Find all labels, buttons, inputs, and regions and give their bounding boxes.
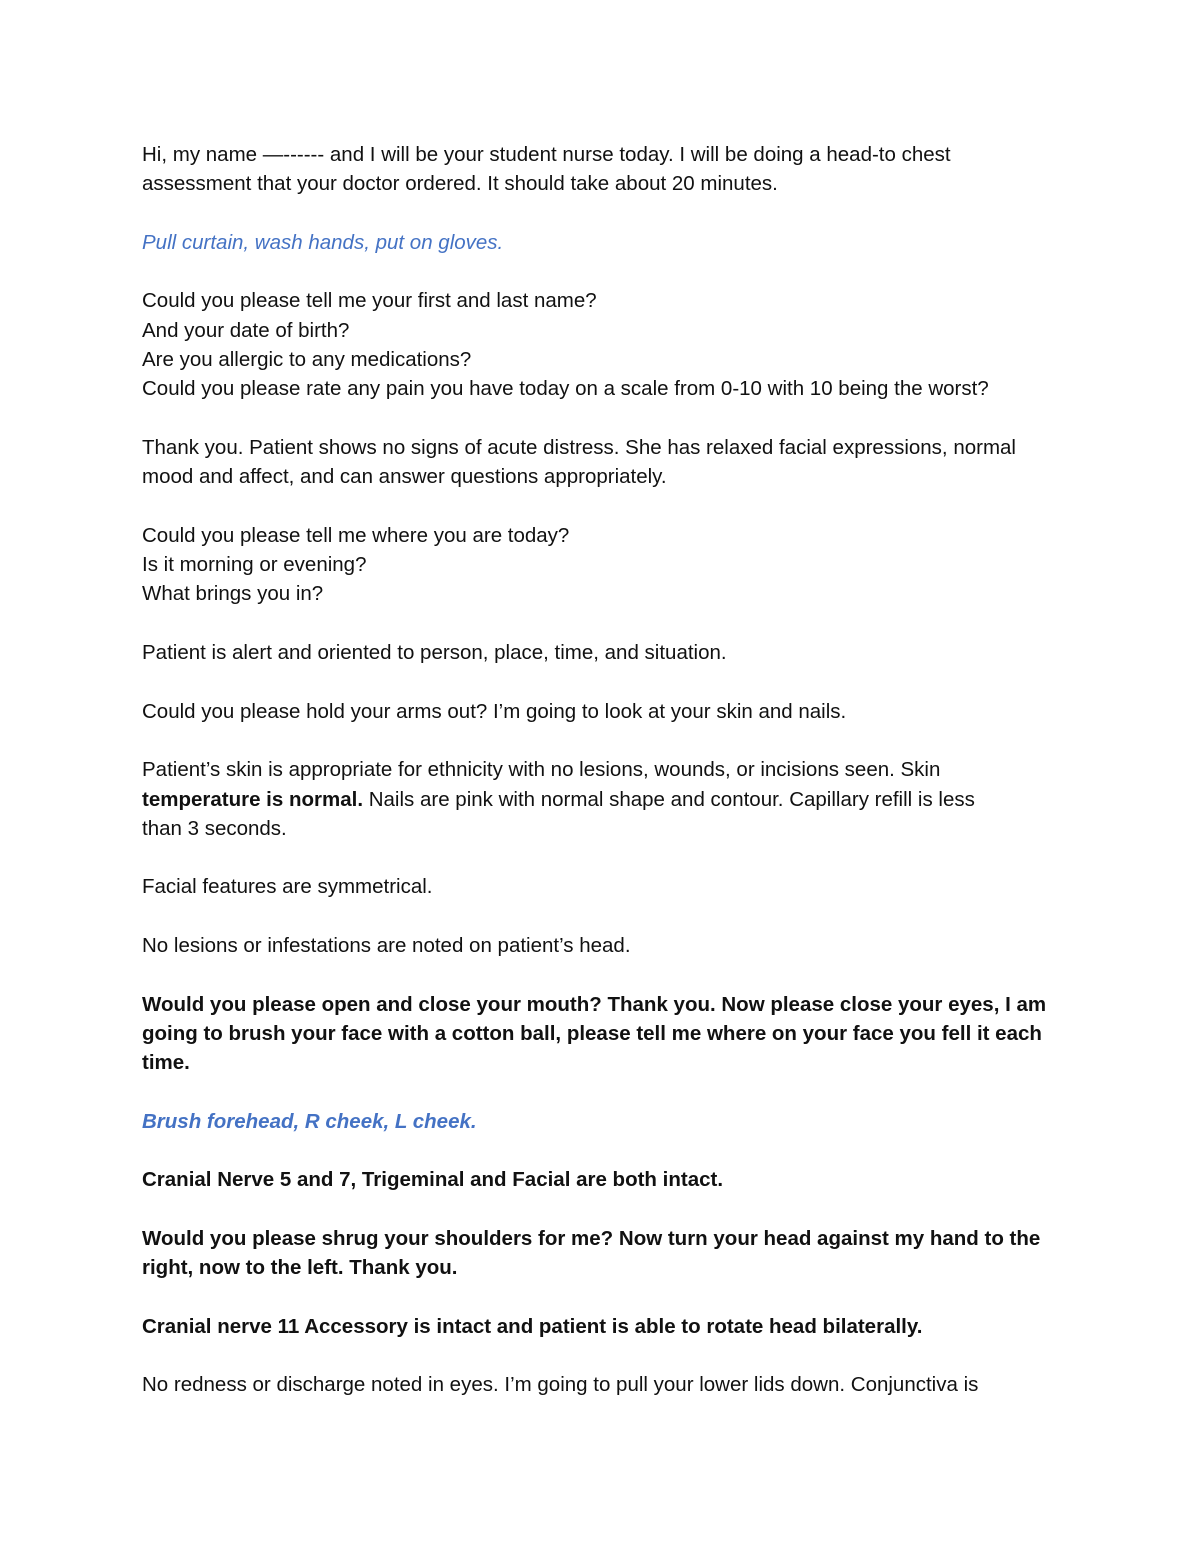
document-body bbox=[142, 140, 1057, 1429]
mouth-line-1: Would you please open and close your mouth? Thank you. Now please close your eyes, I am bbox=[142, 992, 1047, 1016]
mouth-line-3: time. bbox=[142, 1051, 190, 1075]
questions-block-2 bbox=[142, 521, 1057, 609]
mouth-request bbox=[142, 990, 1057, 1078]
questions-block-1 bbox=[142, 286, 1057, 403]
intro-line-1: Hi, my name —------ and I will be your student nurse today. I will be doing a head-to chest bbox=[142, 143, 951, 166]
arms-request: Could you please hold your arms out? I’m going to look at your skin and nails. bbox=[142, 699, 847, 723]
observation-line-1: Thank you. Patient shows no signs of acute distress. She has relaxed facial expressions, normal bbox=[142, 435, 1016, 459]
skin-temperature-bold: temperature is normal. bbox=[142, 787, 364, 811]
intro-paragraph bbox=[142, 140, 1057, 199]
shrug-line-1: Would you please shrug your shoulders for me? Now turn your head against my hand to the bbox=[142, 1226, 1041, 1250]
skin-line-2 bbox=[142, 785, 1057, 814]
observation-distress bbox=[142, 433, 1057, 492]
instruction-pull-curtain: Pull curtain, wash hands, put on gloves. bbox=[142, 230, 504, 254]
facial-features: Facial features are symmetrical. bbox=[142, 875, 433, 899]
head-assessment: No lesions or infestations are noted on patient’s head. bbox=[142, 934, 631, 958]
skin-line-3: than 3 seconds. bbox=[142, 816, 287, 840]
skin-line-1: Patient’s skin is appropriate for ethnicity with no lesions, wounds, or incisions seen. Skin bbox=[142, 758, 941, 782]
skin-assessment bbox=[142, 755, 1057, 843]
question-pain: Could you please rate any pain you have today on a scale from 0-10 with 10 being the worst? bbox=[142, 377, 989, 401]
observation-line-2: mood and affect, and can answer questions appropriately. bbox=[142, 465, 667, 489]
shrug-request bbox=[142, 1224, 1057, 1283]
question-location: Could you please tell me where you are today? bbox=[142, 523, 570, 547]
shrug-line-2: right, now to the left. Thank you. bbox=[142, 1256, 458, 1280]
cranial-nerve-11: Cranial nerve 11 Accessory is intact and patient is able to rotate head bilaterally. bbox=[142, 1314, 923, 1338]
question-allergies: Are you allergic to any medications? bbox=[142, 348, 472, 372]
mouth-line-2: going to brush your face with a cotton ball, please tell me where on your face you fell it each bbox=[142, 1021, 1042, 1045]
cranial-nerve-5-7: Cranial Nerve 5 and 7, Trigeminal and Facial are both intact. bbox=[142, 1168, 724, 1192]
question-reason: What brings you in? bbox=[142, 582, 324, 606]
question-name: Could you please tell me your first and last name? bbox=[142, 289, 597, 313]
instruction-brush: Brush forehead, R cheek, L cheek. bbox=[142, 1109, 477, 1133]
eye-assessment: No redness or discharge noted in eyes. I’m going to pull your lower lids down. Conjunctiva is bbox=[142, 1373, 979, 1397]
skin-line-2-rest: Nails are pink with normal shape and contour. Capillary refill is less bbox=[363, 787, 975, 811]
question-time: Is it morning or evening? bbox=[142, 553, 367, 577]
intro-line-2: assessment that your doctor ordered. It should take about 20 minutes. bbox=[142, 172, 778, 196]
orientation-statement: Patient is alert and oriented to person, place, time, and situation. bbox=[142, 641, 727, 665]
question-dob: And your date of birth? bbox=[142, 318, 350, 342]
